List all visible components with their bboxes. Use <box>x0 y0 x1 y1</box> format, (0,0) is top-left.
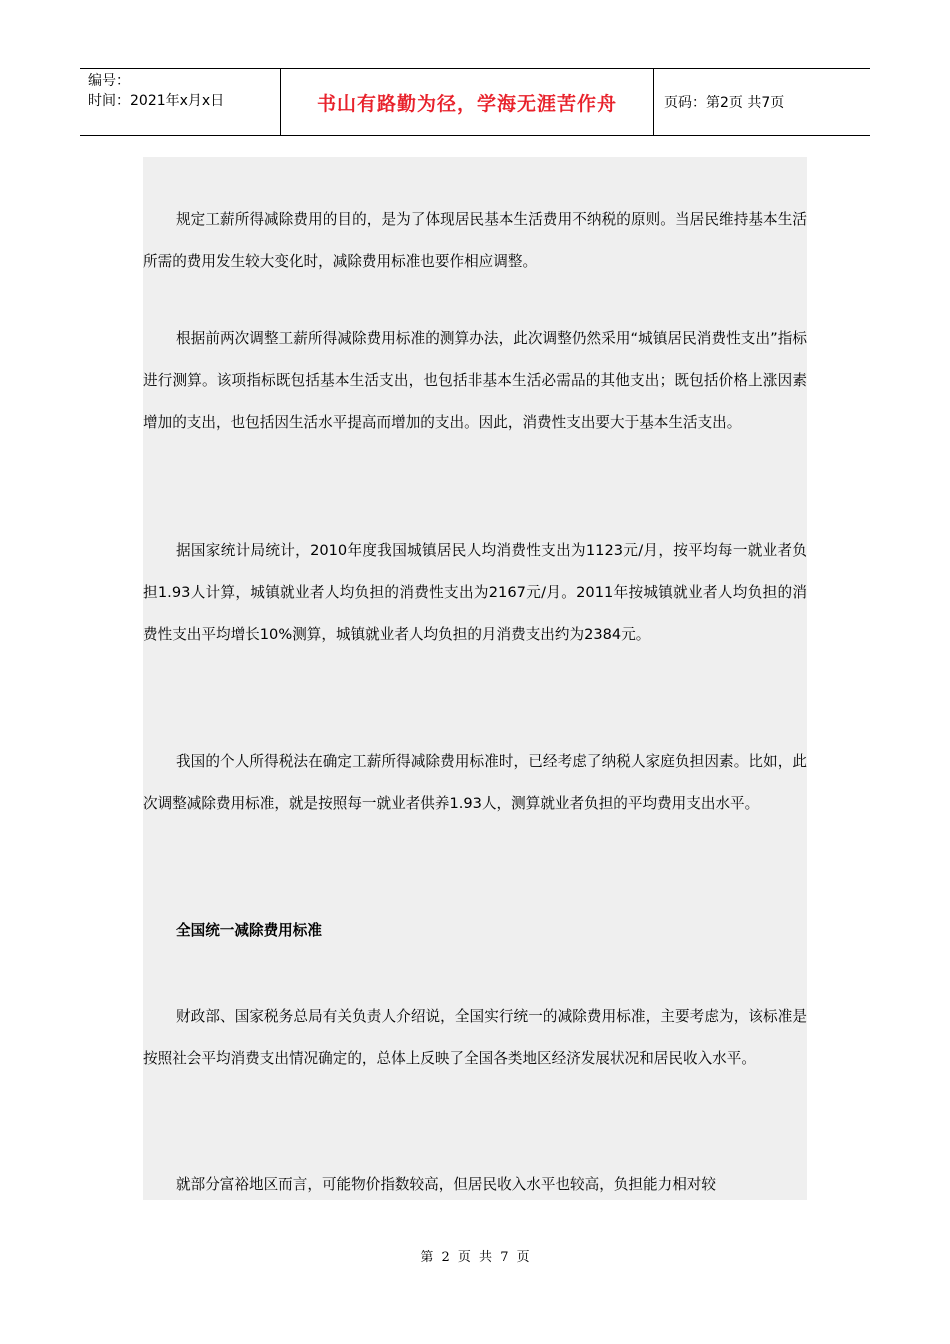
body-paragraph: 据国家统计局统计，2010年度我国城镇居民人均消费性支出为1123元/月，按平均每一就业者负担1.93人计算，城镇就业者人均负担的消费性支出为2167元/月。2011年按城镇就业者人均负担的消费性支出平均增长10%测算，城镇就业者人均负担的月消费支出约为2384元。 <box>143 542 807 643</box>
body-paragraph: 规定工薪所得减除费用的目的，是为了体现居民基本生活费用不纳税的原则。当居民维持基本生活所需的费用发生较大变化时，减除费用标准也要作相应调整。 <box>143 211 807 270</box>
body-paragraph: 我国的个人所得税法在确定工薪所得减除费用标准时，已经考虑了纳税人家庭负担因素。比如，此次调整减除费用标准，就是按照每一就业者供养1.93人，测算就业者负担的平均费用支出水平。 <box>143 753 807 812</box>
page-header <box>80 68 870 136</box>
header-page-indicator: 页码：第2页 共7页 <box>664 95 785 111</box>
body-paragraph: 根据前两次调整工薪所得减除费用标准的测算办法，此次调整仍然采用“城镇居民消费性支出”指标进行测算。该项指标既包括基本生活支出，也包括非基本生活必需品的其他支出；既包括价格上涨因素增加的支出，也包括因生活水平提高而增加的支出。因此，消费性支出要大于基本生活支出。 <box>143 330 807 431</box>
document-number-label: 编号： <box>88 73 130 89</box>
body-paragraph: 财政部、国家税务总局有关负责人介绍说，全国实行统一的减除费用标准，主要考虑为，该标准是按照社会平均消费支出情况确定的，总体上反映了全国各类地区经济发展状况和居民收入水平。 <box>143 1008 807 1067</box>
page-footer: 第 2 页 共 7 页 <box>420 1250 530 1265</box>
body-paragraph: 就部分富裕地区而言，可能物价指数较高，但居民收入水平也较高，负担能力相对较 <box>176 1176 716 1193</box>
document-body <box>143 157 807 1200</box>
section-heading: 全国统一减除费用标准 <box>176 922 322 939</box>
header-motto: 书山有路勤为径，学海无涯苦作舟 <box>281 69 654 135</box>
header-meta <box>80 69 281 135</box>
document-date: 时间：2021年x月x日 <box>88 93 225 109</box>
